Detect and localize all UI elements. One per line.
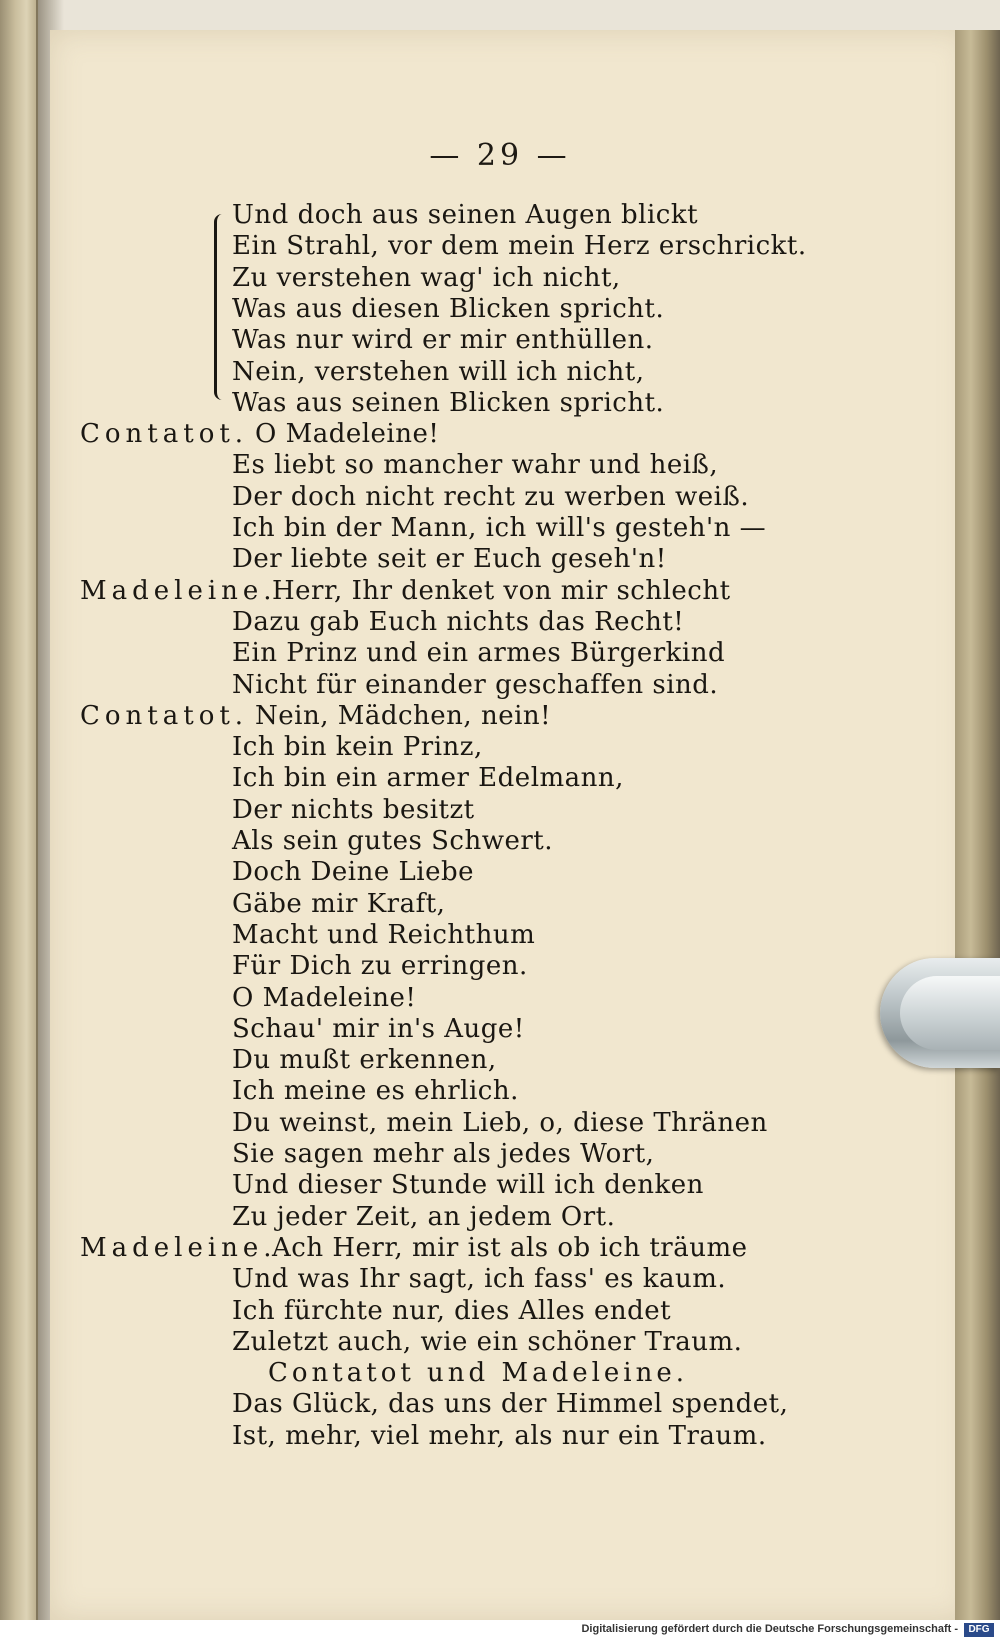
- verse-line: Und dieser Stunde will ich denken: [232, 1170, 704, 1201]
- verse-line: Das Glück, das uns der Himmel spendet,: [232, 1389, 789, 1420]
- speaker-label: Madeleine.: [80, 575, 277, 606]
- verse-line: Für Dich zu erringen.: [232, 951, 528, 982]
- speaker-label: Contatot.: [80, 700, 249, 731]
- verse-line: Dazu gab Euch nichts das Recht!: [232, 606, 685, 637]
- verse-line: Der liebte seit er Euch geseh'n!: [232, 544, 667, 575]
- digitization-footer: [0, 1620, 1000, 1641]
- verse-line: Was aus seinen Blicken spricht.: [232, 387, 665, 418]
- verse-line: Ich fürchte nur, dies Alles endet: [232, 1295, 672, 1326]
- verse-line: Herr, Ihr denket von mir schlecht: [272, 575, 731, 606]
- page-clip: [880, 958, 1000, 1068]
- verse-line: Zu jeder Zeit, an jedem Ort.: [232, 1201, 616, 1232]
- verse-line: Der nichts besitzt: [232, 794, 475, 825]
- verse-line: Contatot und Madeleine.: [268, 1358, 689, 1389]
- speaker-label: Madeleine.: [80, 1232, 277, 1263]
- page-clip-highlight: [900, 976, 1000, 1050]
- verse-line: Macht und Reichthum: [232, 919, 536, 950]
- page-stack-edge: [955, 30, 1000, 1620]
- verse-line: Du weinst, mein Lieb, o, diese Thränen: [232, 1107, 768, 1138]
- verse-line: Zuletzt auch, wie ein schöner Traum.: [232, 1326, 743, 1357]
- verse-line: Sie sagen mehr als jedes Wort,: [232, 1139, 655, 1169]
- verse-line: Was aus diesen Blicken spricht.: [232, 293, 665, 324]
- dfg-logo: DFG: [964, 1623, 994, 1637]
- verse-line: Ein Prinz und ein armes Bürgerkind: [232, 638, 726, 669]
- verse-line: Ich bin kein Prinz,: [232, 732, 483, 763]
- page-number: — 29 —: [429, 138, 571, 173]
- verse-line: Nicht für einander geschaffen sind.: [232, 669, 719, 700]
- verse-line: Als sein gutes Schwert.: [232, 826, 553, 856]
- left-page-edge: [0, 0, 38, 1641]
- verse-line: Was nur wird er mir enthüllen.: [232, 325, 654, 356]
- verse-line: Es liebt so mancher wahr und heiß,: [232, 450, 719, 481]
- verse-line: O Madeleine!: [232, 982, 417, 1013]
- verse-line: Und doch aus seinen Augen blickt: [232, 200, 699, 230]
- verse-line: Der doch nicht recht zu werben weiß.: [232, 481, 750, 512]
- verse-line: Schau' mir in's Auge!: [232, 1013, 525, 1044]
- verse-line: Ich meine es ehrlich.: [232, 1076, 519, 1107]
- stanza-brace: [214, 214, 227, 400]
- verse-line: Du mußt erkennen,: [232, 1045, 497, 1076]
- verse-line: Ich bin der Mann, ich will's gesteh'n —: [232, 513, 767, 543]
- verse-line: O Madeleine!: [255, 419, 440, 450]
- verse-line: Und was Ihr sagt, ich fass' es kaum.: [232, 1264, 727, 1295]
- verse-line: Ich bin ein armer Edelmann,: [232, 763, 624, 794]
- verse-line: Gäbe mir Kraft,: [232, 888, 446, 919]
- verse-line: Zu verstehen wag' ich nicht,: [232, 262, 621, 293]
- speaker-label: Contatot.: [80, 419, 249, 450]
- footer-credit: Digitalisierung gefördert durch die Deutsche Forschungsgemeinschaft -: [581, 1623, 958, 1635]
- verse-line: Nein, verstehen will ich nicht,: [232, 356, 645, 387]
- verse-line: Ein Strahl, vor dem mein Herz erschrickt.: [232, 231, 807, 262]
- verse-line: Nein, Mädchen, nein!: [255, 700, 552, 731]
- verse-line: Ach Herr, mir ist als ob ich träume: [272, 1232, 748, 1263]
- verse-line: Doch Deine Liebe: [232, 857, 475, 888]
- verse-line: Ist, mehr, viel mehr, als nur ein Traum.: [232, 1420, 767, 1451]
